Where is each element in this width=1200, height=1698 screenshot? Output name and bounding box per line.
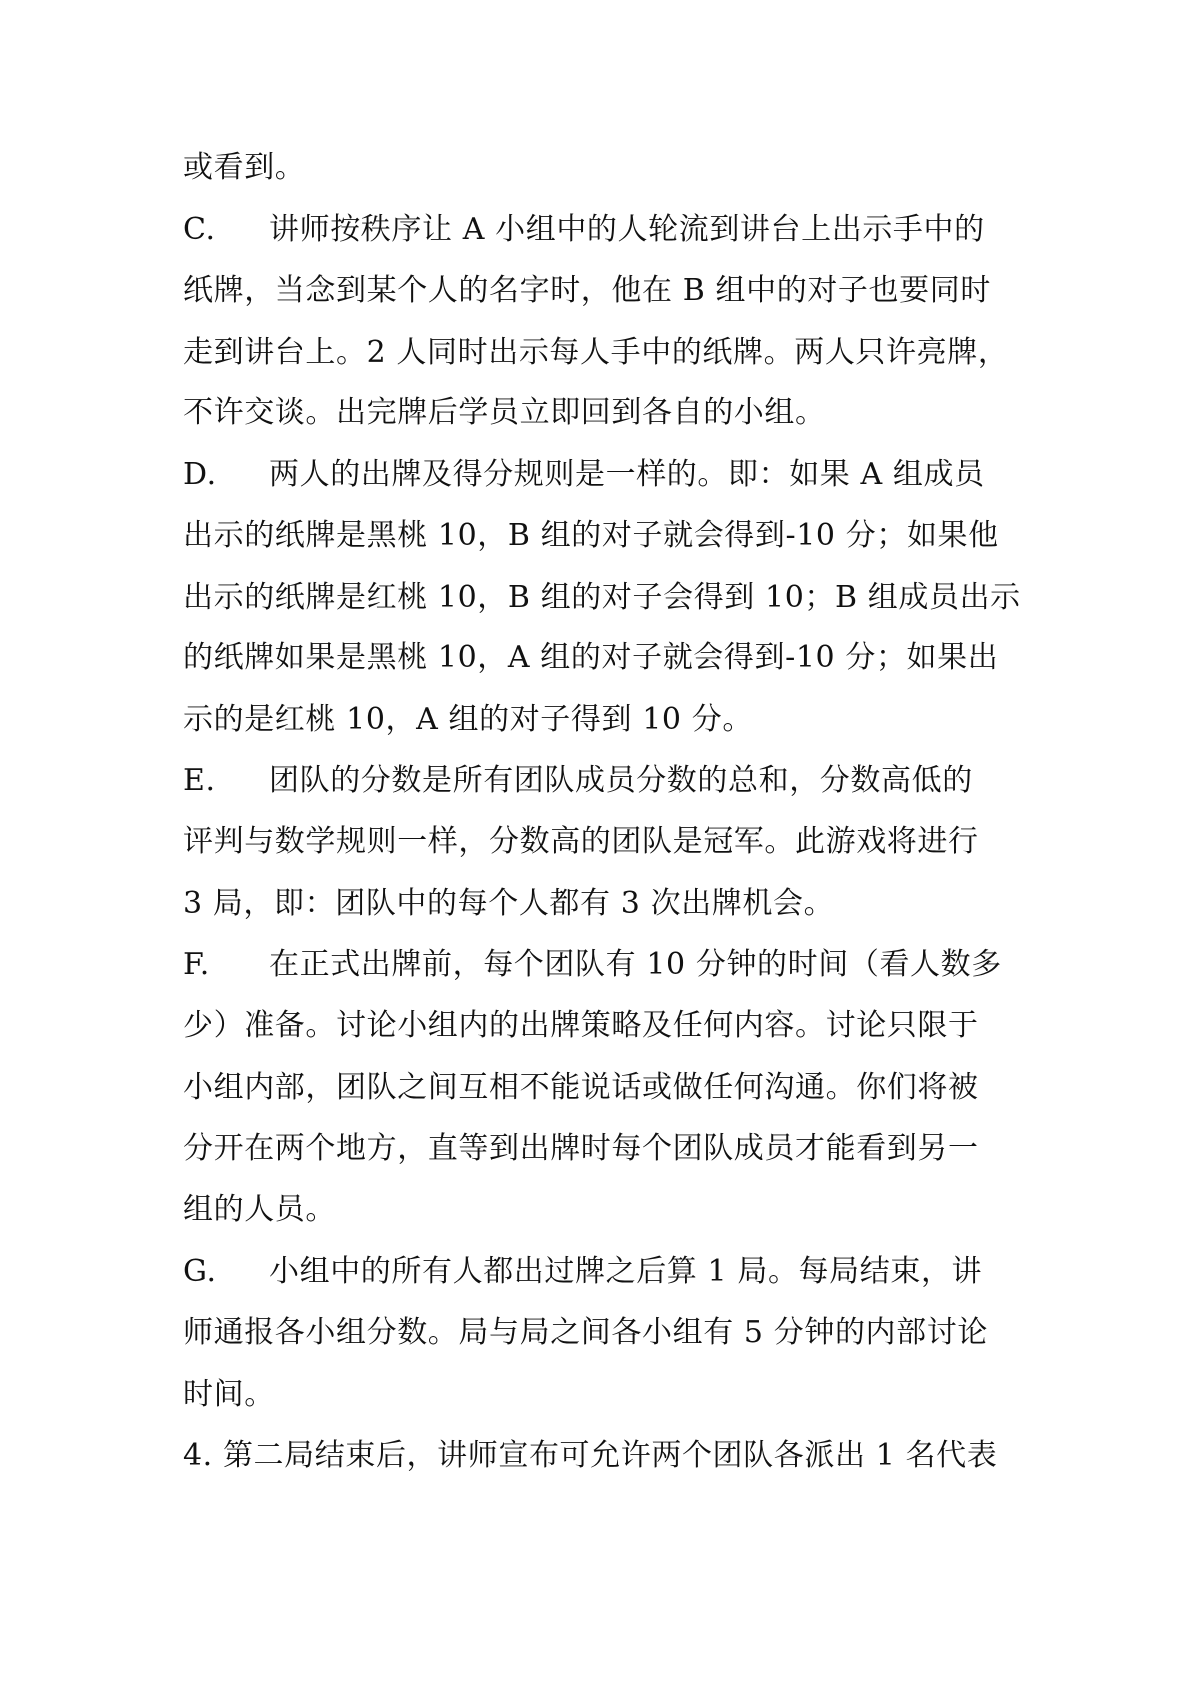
- line-text: 4. 第二局结束后，讲师宣布可允许两个团队各派出 1 名代表: [183, 1438, 998, 1473]
- text-line: [183, 455, 1023, 495]
- line-text: 不许交谈。出完牌后学员立即回到各自的小组。: [183, 395, 826, 430]
- text-line: [183, 1190, 1023, 1230]
- line-text: 示的是红桃 10，A 组的对子得到 10 分。: [183, 702, 753, 737]
- line-text: 组的人员。: [183, 1192, 336, 1227]
- text-line: [183, 578, 1023, 618]
- text-line: [183, 516, 1023, 556]
- text-line: [183, 1129, 1023, 1169]
- line-text: 评判与数学规则一样，分数高的团队是冠军。此游戏将进行: [183, 824, 979, 859]
- line-text: 两人的出牌及得分规则是一样的。即：如果 A 组成员: [269, 457, 985, 492]
- line-text: 纸牌，当念到某个人的名字时，他在 B 组中的对子也要同时: [183, 273, 991, 308]
- text-line: [183, 210, 1023, 250]
- line-text: 小组内部，团队之间互相不能说话或做任何沟通。你们将被: [183, 1070, 979, 1105]
- item-label: D.: [183, 457, 217, 492]
- text-line: [183, 945, 1023, 985]
- text-line: [183, 1252, 1023, 1292]
- item-label: C.: [183, 212, 216, 247]
- line-text: 时间。: [183, 1377, 275, 1412]
- line-text: 师通报各小组分数。局与局之间各小组有 5 分钟的内部讨论: [183, 1315, 988, 1350]
- item-label: F.: [183, 947, 210, 982]
- text-line: [183, 761, 1023, 801]
- line-text: 的纸牌如果是黑桃 10，A 组的对子就会得到-10 分；如果出: [183, 640, 999, 675]
- line-text: 分开在两个地方，直等到出牌时每个团队成员才能看到另一: [183, 1131, 979, 1166]
- line-text: 3 局，即：团队中的每个人都有 3 次出牌机会。: [183, 886, 835, 921]
- text-line: [183, 148, 1023, 188]
- line-text: 在正式出牌前，每个团队有 10 分钟的时间（看人数多: [269, 947, 1002, 982]
- line-text: 出示的纸牌是黑桃 10，B 组的对子就会得到-10 分；如果他: [183, 518, 999, 553]
- line-text: 出示的纸牌是红桃 10，B 组的对子会得到 10；B 组成员出示: [183, 580, 1021, 615]
- text-line: [183, 822, 1023, 862]
- text-line: [183, 271, 1023, 311]
- text-line: [183, 333, 1023, 373]
- text-line: [183, 1436, 1023, 1476]
- text-line: [183, 393, 1023, 433]
- text-line: [183, 1313, 1023, 1353]
- text-line: [183, 1006, 1023, 1046]
- line-text: 或看到。: [183, 150, 306, 185]
- text-line: [183, 638, 1023, 678]
- line-text: 走到讲台上。2 人同时出示每人手中的纸牌。两人只许亮牌，: [183, 335, 1009, 370]
- line-text: 团队的分数是所有团队成员分数的总和，分数高低的: [269, 763, 973, 798]
- line-text: 小组中的所有人都出过牌之后算 1 局。每局结束，讲: [269, 1254, 983, 1289]
- line-text: 少）准备。讨论小组内的出牌策略及任何内容。讨论只限于: [183, 1008, 979, 1043]
- line-text: 讲师按秩序让 A 小组中的人轮流到讲台上出示手中的: [269, 212, 985, 247]
- item-label: G.: [183, 1254, 217, 1289]
- text-line: [183, 700, 1023, 740]
- text-line: [183, 1068, 1023, 1108]
- text-line: [183, 884, 1023, 924]
- text-line: [183, 1375, 1023, 1415]
- item-label: E.: [183, 763, 216, 798]
